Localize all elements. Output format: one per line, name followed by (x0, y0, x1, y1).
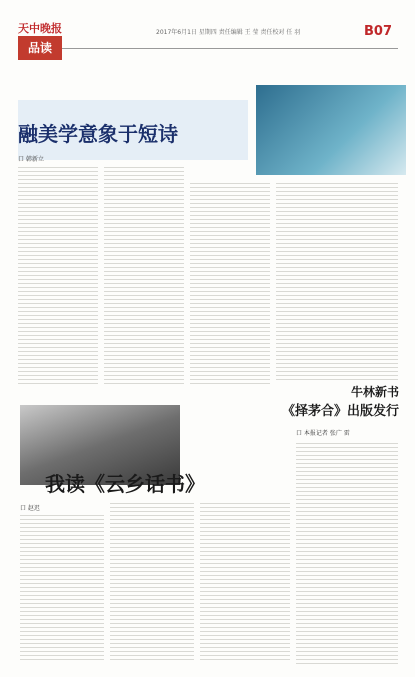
text-column (18, 164, 98, 384)
newspaper-logo: 天中晚报 (18, 22, 62, 35)
masthead (18, 18, 398, 55)
book-review-byline: 口 赵迟 (20, 505, 40, 512)
article-title: 融美学意象于短诗 (18, 122, 178, 146)
text-column (190, 180, 270, 385)
book-review-title: 我读《云乡话书》 (45, 472, 205, 496)
text-column (110, 500, 194, 662)
article-byline: 口 韩新立 (18, 156, 44, 163)
book-news-headline (282, 383, 399, 419)
text-column (296, 440, 398, 665)
book-news-byline: 口 本报记者 张广 雷 (296, 430, 350, 437)
text-column (276, 180, 398, 380)
page-number: B07 (364, 24, 392, 39)
text-column (20, 512, 104, 662)
text-column (104, 164, 184, 384)
text-column (200, 500, 290, 662)
issue-meta: 2017年6月1日 星期四 责任编辑 王 莹 责任校对 任 羽 (156, 29, 301, 36)
book-news-title-line1: 牛林新书 (350, 385, 399, 399)
section-label: 品读 (18, 36, 62, 60)
lake-photo (256, 85, 406, 175)
book-news-title-line2: 《择茅合》出版发行 (281, 404, 399, 419)
